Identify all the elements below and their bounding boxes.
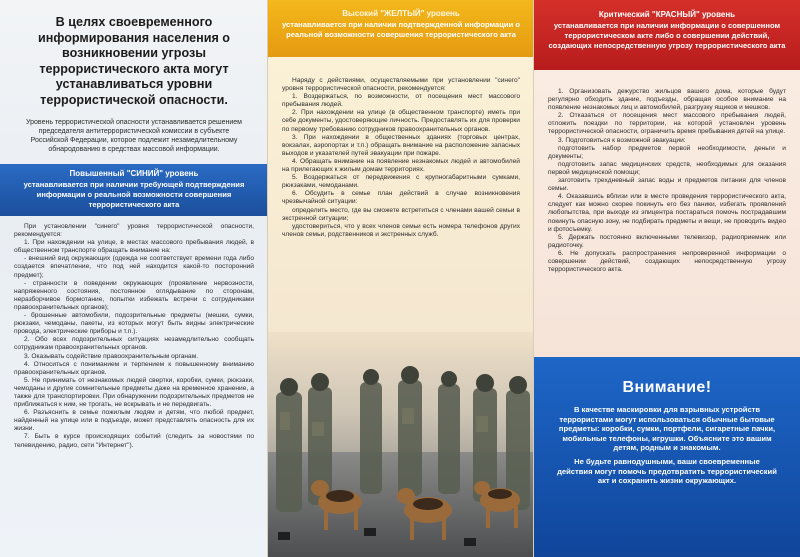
paragraph: 3. При нахождении в общественных зданиях (торговых центрах, вокзалах, аэропортах и т.п.) обращать внимание на расположение запасных выходов и указателей путей эвакуации при пожаре. [282, 133, 520, 157]
heading-line: В целях своевременного [55, 15, 213, 29]
paragraph: 2. При нахождении на улице (в общественном транспорте) иметь при себе документы, удостоверяющие личность. Предоставлять их для проверки по первому требованию сотрудников правоохранительных органов. [282, 109, 520, 133]
paragraph: 6. Разъяснить в семье пожилым людям и детям, что любой предмет, найденный на улице или в подъезде, может представлять опасность для их жизни. [14, 409, 254, 433]
heading-line: террористического акта могут [39, 61, 229, 76]
column-yellow-level [268, 0, 534, 557]
warning-title: Внимание! [622, 379, 712, 396]
photo-illustration [268, 332, 534, 557]
paragraph: 2. Обо всех подозрительных ситуациях незамедлительно сообщать сотрудникам правоохранительных органов. [14, 336, 254, 352]
warning-paragraph: Не будьте равнодушными, ваши своевременные действия могут помочь предотвратить террористический акт и сохранить жизни окружающих. [557, 456, 777, 486]
column-blue-level [0, 0, 268, 557]
main-heading [0, 0, 268, 112]
police-dogs-photo [268, 332, 534, 557]
blue-level-recommendations [0, 216, 268, 450]
paragraph: 4. Относиться с пониманием и терпением к повышенному вниманию правоохранительных органов. [14, 360, 254, 376]
paragraph: - внешний вид окружающих (одежда не соответствует времени года либо создается впечатление, что под ней находится какой-то посторонний предмет); [14, 255, 254, 279]
paragraph: 5. Воздержаться от передвижения с крупногабаритными сумками, рюкзаками, чемоданами. [282, 174, 520, 190]
paragraph: 6. Обсудить в семье план действий в случае возникновения чрезвычайной ситуации: [282, 190, 520, 206]
yellow-level-recommendations [268, 57, 534, 239]
paragraph: 5. Не принимать от незнакомых людей свертки, коробки, сумки, рюкзаки, чемоданы и другие сомнительные предметы даже на временное хранение, а также для транспортировки. При обнаружении подозрительных предметов не приближаться к ним, не трогать, не вскрывать и не передвигать. [14, 376, 254, 409]
heading-line: террористической опасности. [40, 92, 228, 107]
blue-level-subtitle: устанавливается при наличии требующей подтверждения информации о реальной возможности совершения террористического акта [23, 180, 245, 209]
red-level-band [534, 0, 800, 70]
warning-panel [534, 357, 800, 557]
paragraph: удостовериться, что у всех членов семьи есть номера телефонов других членов семьи, родственников и экстренных служб. [282, 222, 520, 238]
paragraph: 1. Воздержаться, по возможности, от посещения мест массового пребывания людей. [282, 93, 520, 109]
paragraph: - брошенные автомобили, подозрительные предметы (мешки, сумки, рюкзаки, чемоданы, пакеты, из которых могут быть видны электрические провода, электрические приборы и т.п.). [14, 312, 254, 336]
paragraph: 1. Организовать дежурство жильцов вашего дома, которые будут регулярно обходить здание, подъезды, обращая особое внимание на появление незнакомых лиц и автомобилей, разгрузку ящиков и мешков. [548, 88, 786, 112]
paragraph: При установлении "синего" уровня террористической опасности, рекомендуется: [14, 223, 254, 239]
paragraph: 3. Подготовиться к возможной эвакуации: [558, 136, 686, 144]
paragraph: определить место, где вы сможете встретиться с членами вашей семьи в экстренной ситуации; [282, 206, 520, 222]
column-red-level [534, 0, 800, 557]
paragraph: Наряду с действиями, осуществляемыми при установлении "синего" уровня террористической опасности, рекомендуется: [282, 77, 520, 93]
intro-text: Уровень террористической опасности устанавливается решением председателя антитеррористической комиссии в субъекте Российской Федерации, которое подлежит незамедлительному обнародованию в средствах массовой информации. [26, 119, 242, 153]
paragraph: 4. Обращать внимание на появление незнакомых людей и автомобилей на прилегающих к жилым домам территориях. [282, 157, 520, 174]
yellow-level-title: Высокий "ЖЕЛТЫЙ" уровень [342, 9, 460, 18]
heading-line: возникновении угрозы [62, 46, 206, 60]
red-level-subtitle: устанавливается при наличии информации о совершенном террористическом акте либо о совершении действий, создающих непосредственную угрозу террористического акта [548, 21, 786, 50]
paragraph: заготовить трехдневный запас воды и предметов питания для членов семьи. [548, 177, 786, 193]
warning-paragraph: В качестве маскировки для взрывных устройств террористами могут использоваться обычные бытовые предметы: коробки, сумки, портфели, сигаретные пачки, мобильные телефоны, игрушки. Объясните это вашим детям, родным и знакомым. [558, 405, 776, 453]
heading-line: устанавливаться уровни [55, 77, 213, 91]
heading-line: информирования населения о [38, 30, 230, 45]
paragraph: 1. При нахождении на улице, в местах массового пребывания людей, в общественном транспорте обращать внимание на: [14, 239, 254, 255]
blue-level-title: Повышенный "СИНИЙ" уровень [69, 169, 199, 178]
red-level-recommendations [534, 70, 800, 274]
paragraph: 4. Оказавшись вблизи или в месте проведения террористического акта, следует как можно скорее покинуть его без паники, избегать проявлений любопытства, при выходе из эпицентра постараться помочь пострадавшим покинуть опасную зону, не подбирать предметы и вещи, не проводить видео и фотосъемку. [548, 193, 786, 233]
paragraph: подготовить набор предметов первой необходимости, деньги и документы; [548, 144, 786, 160]
yellow-level-subtitle: устанавливается при наличии подтвержденной информации о реальной возможности совершения террористического акта [281, 20, 520, 39]
paragraph: 5. Держать постоянно включенными телевизор, радиоприемник или радиоточку. [548, 233, 786, 249]
red-level-title: Критический "КРАСНЫЙ" уровень [598, 10, 736, 19]
paragraph: 3. Оказывать содействие правоохранительным органам. [24, 352, 199, 360]
yellow-level-band [268, 0, 534, 57]
warning-text [534, 397, 800, 486]
paragraph: 2. Отказаться от посещения мест массового пребывания людей, отложить поездки по территории, на которой установлен уровень террористической опасности, ограничить время пребывания детей на улице. [548, 112, 786, 136]
paragraph: 7. Быть в курсе происходящих событий (следить за новостями по телевидению, радио, сети "Интернет"). [14, 433, 254, 449]
paragraph: - странности в поведении окружающих (проявление нервозности, напряженного состояния, постоянное оглядывание по сторонам, неразборчивое бормотание, попытки избежать встречи с сотрудниками правоохранительных органов); [14, 279, 254, 311]
blue-level-band [0, 164, 268, 216]
paragraph: 6. Не допускать распространения непроверенной информации о совершении действий, создающих непосредственную угрозу террористического акта. [548, 249, 786, 274]
paragraph: подготовить запас медицинских средств, необходимых для оказания первой медицинской помощи; [548, 160, 786, 176]
